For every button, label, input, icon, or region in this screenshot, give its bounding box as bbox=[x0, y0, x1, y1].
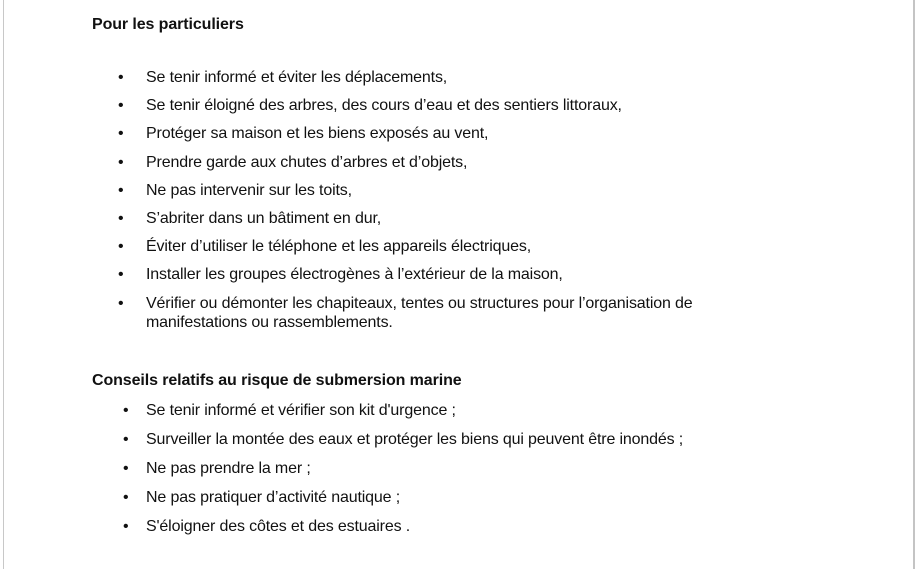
list-item bbox=[123, 430, 683, 459]
list-item-text: Ne pas pratiquer d’activité nautique ; bbox=[146, 489, 401, 506]
bullet-icon: • bbox=[118, 238, 124, 256]
bullet-icon: • bbox=[118, 125, 124, 143]
list-item bbox=[118, 265, 786, 293]
list-item bbox=[118, 68, 786, 96]
bullet-icon: • bbox=[118, 69, 124, 86]
list-item-text: Se tenir éloigné des arbres, des cours d’eau et des sentiers littoraux, bbox=[146, 97, 622, 115]
list-item-text: Ne pas prendre la mer ; bbox=[146, 460, 311, 477]
bullet-icon: • bbox=[123, 518, 129, 535]
section-heading-particuliers: Pour les particuliers bbox=[92, 16, 244, 33]
list-item-text: Prendre garde aux chutes d’arbres et d’objets, bbox=[146, 153, 468, 171]
list-item bbox=[118, 209, 786, 237]
list-item bbox=[123, 401, 683, 430]
list-item bbox=[118, 153, 786, 181]
bullet-icon: • bbox=[118, 266, 124, 284]
list-item-text: Protéger sa maison et les biens exposés au vent, bbox=[146, 125, 489, 143]
bullet-icon: • bbox=[123, 402, 129, 419]
document-page bbox=[3, 0, 915, 569]
bullet-icon: • bbox=[123, 431, 129, 448]
list-item-text: Se tenir informé et éviter les déplacements, bbox=[146, 69, 448, 86]
section-heading-submersion: Conseils relatifs au risque de submersion marine bbox=[92, 372, 462, 389]
bullet-icon: • bbox=[118, 294, 124, 312]
bullet-icon: • bbox=[123, 489, 129, 506]
list-item bbox=[118, 181, 786, 209]
list-item-text: Ne pas intervenir sur les toits, bbox=[146, 181, 352, 199]
bullet-icon: • bbox=[118, 97, 124, 115]
list-item bbox=[118, 124, 786, 152]
list-item-text: Installer les groupes électrogènes à l’extérieur de la maison, bbox=[146, 266, 563, 284]
bullet-icon: • bbox=[118, 181, 124, 199]
list-item-text: Se tenir informé et vérifier son kit d'urgence ; bbox=[146, 402, 456, 419]
list-item-text: Vérifier ou démonter les chapiteaux, tentes ou structures pour l’organisation de manifestations ou rassemblements. bbox=[146, 294, 693, 331]
bullet-icon: • bbox=[123, 460, 129, 477]
advice-list-particuliers bbox=[118, 68, 786, 332]
advice-list-submersion bbox=[123, 401, 683, 546]
list-item bbox=[118, 96, 786, 124]
list-item bbox=[123, 459, 683, 488]
list-item bbox=[123, 517, 683, 546]
bullet-icon: • bbox=[118, 153, 124, 171]
list-item bbox=[123, 488, 683, 517]
list-item-text: S’abriter dans un bâtiment en dur, bbox=[146, 209, 382, 227]
list-item-text: Surveiller la montée des eaux et protéger les biens qui peuvent être inondés ; bbox=[146, 431, 684, 448]
bullet-icon: • bbox=[118, 209, 124, 227]
list-item-text: S'éloigner des côtes et des estuaires . bbox=[146, 518, 411, 535]
list-item bbox=[118, 237, 786, 265]
list-item bbox=[118, 294, 786, 332]
list-item-text: Éviter d’utiliser le téléphone et les appareils électriques, bbox=[146, 238, 531, 256]
